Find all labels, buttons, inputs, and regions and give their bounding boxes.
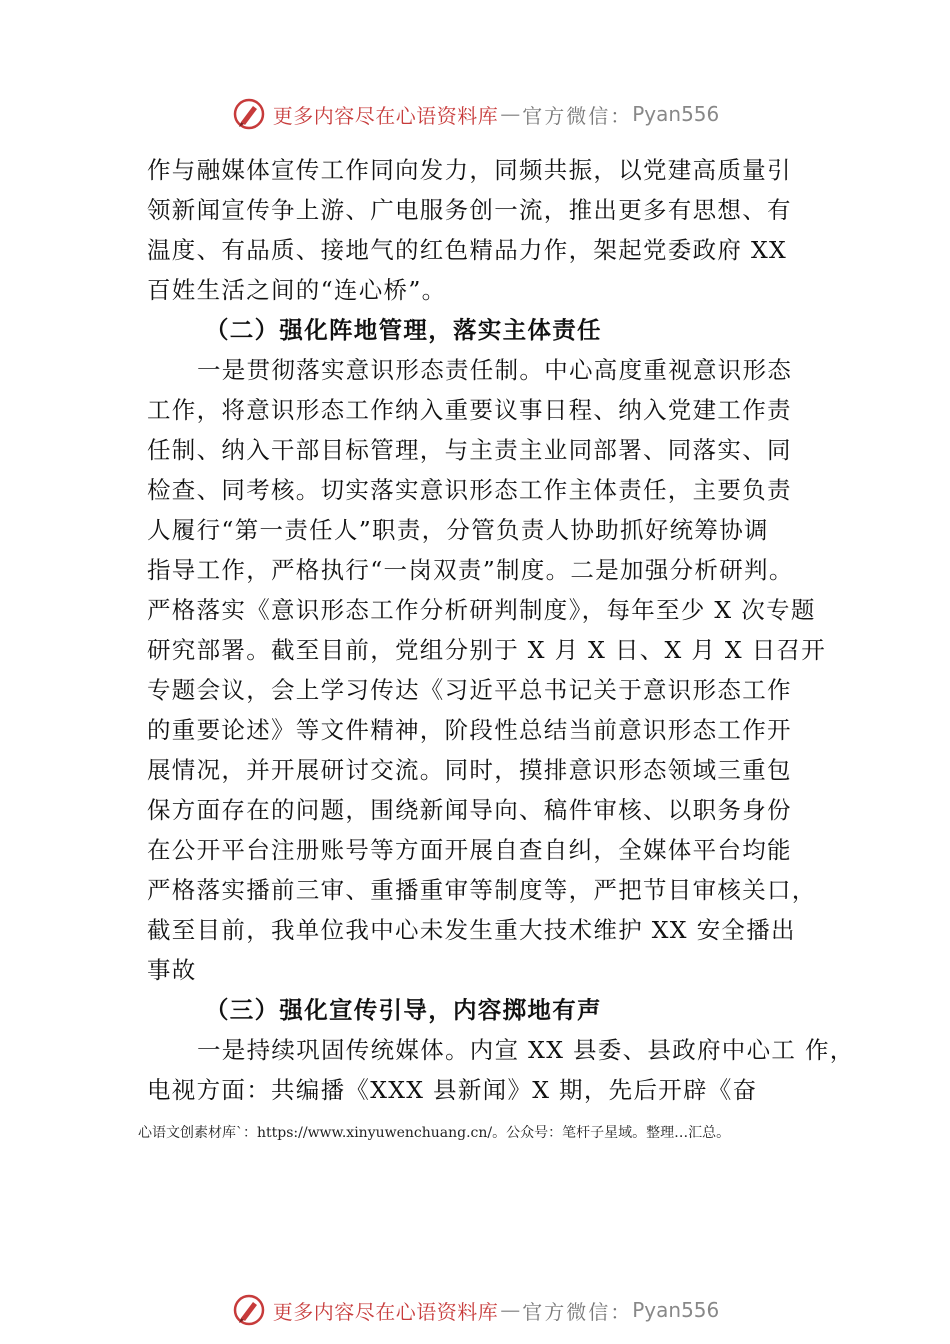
text-line: 工作，将意识形态工作纳入重要议事日程、纳入党建工作责 <box>147 396 792 424</box>
banner-wechat-id: Pyan556 <box>632 102 720 126</box>
banner-separator: — <box>500 1298 521 1322</box>
pen-circle-logo-icon <box>231 1292 267 1328</box>
text-line: 一是贯彻落实意识形态责任制。中心高度重视意识形态 <box>197 356 793 384</box>
text-line: 任制、纳入干部目标管理，与主责主业同部署、同落实、同 <box>147 436 792 464</box>
text-line: 的重要论述》等文件精神，阶段性总结当前意识形态工作开 <box>147 716 792 744</box>
text-line: 一是持续巩固传统媒体。内宣 XX 县委、县政府中心工 作， <box>197 1036 855 1064</box>
source-footnote: 心语文创素材库`：https://www.xinyuwenchuang.cn/。公众号：笔杆子星域。整理…汇总。 <box>138 1125 731 1141</box>
text-line: 研究部署。截至目前，党组分别于 X 月 X 日、X 月 X 日召开 <box>147 636 827 664</box>
text-line: 事故 <box>147 956 197 984</box>
section-heading: （三）强化宣传引导，内容掷地有声 <box>205 996 602 1024</box>
text-line: 截至目前，我单位我中心未发生重大技术维护 XX 安全播出 <box>147 916 796 944</box>
section-heading: （二）强化阵地管理，落实主体责任 <box>205 316 602 344</box>
banner-wechat-id: Pyan556 <box>632 1298 720 1322</box>
pen-circle-logo-icon <box>231 96 267 132</box>
footer-banner <box>0 1290 950 1330</box>
text-line: 人履行“第一责任人”职责，分管负责人协助抓好统筹协调 <box>147 516 769 544</box>
text-line: 严格落实播前三审、重播重审等制度等，严把节目审核关口， <box>147 876 817 904</box>
text-line: 温度、有品质、接地气的红色精品力作，架起党委政府 XX <box>147 236 788 264</box>
text-line: 展情况，并开展研讨交流。同时，摸排意识形态领域三重包 <box>147 756 792 784</box>
text-line: 百姓生活之间的“连心桥”。 <box>147 276 447 304</box>
banner-brand: 更多内容尽在心语资料库 <box>272 1299 499 1324</box>
text-line: 指导工作，严格执行“一岗双责”制度。二是加强分析研判。 <box>147 556 794 584</box>
banner-official-label: 官方微信： <box>522 1299 633 1324</box>
banner-separator: — <box>500 102 521 126</box>
banner-official-label: 官方微信： <box>522 103 633 128</box>
text-line: 电视方面：共编播《XXX 县新闻》X 期，先后开辟《奋 <box>147 1076 758 1104</box>
header-banner <box>0 94 950 134</box>
text-line: 领新闻宣传争上游、广电服务创一流，推出更多有思想、有 <box>147 196 792 224</box>
text-line: 专题会议，会上学习传达《习近平总书记关于意识形态工作 <box>147 676 792 704</box>
text-line: 保方面存在的问题，围绕新闻导向、稿件审核、以职务身份 <box>147 796 792 824</box>
document-body <box>147 150 855 1110</box>
text-line: 检查、同考核。切实落实意识形态工作主体责任，主要负责 <box>147 476 792 504</box>
text-line: 严格落实《意识形态工作分析研判制度》，每年至少 X 次专题 <box>147 596 816 624</box>
text-line: 作与融媒体宣传工作同向发力，同频共振，以党建高质量引 <box>147 156 792 184</box>
text-line: 在公开平台注册账号等方面开展自查自纠，全媒体平台均能 <box>147 836 792 864</box>
banner-brand: 更多内容尽在心语资料库 <box>272 103 499 128</box>
